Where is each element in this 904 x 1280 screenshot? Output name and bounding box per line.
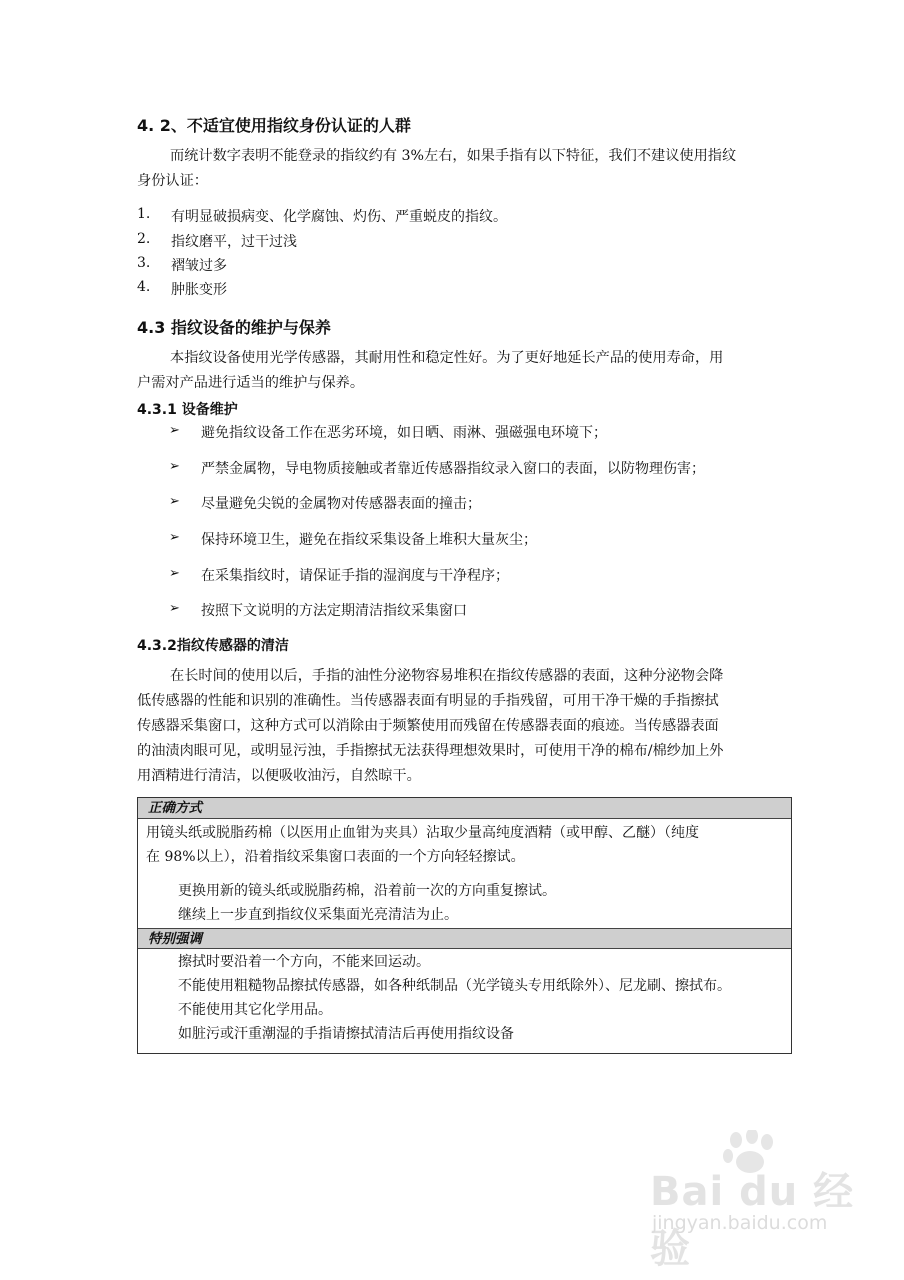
- correct-method-line: 继续上一步直到指纹仪采集面光亮清洁为止。: [178, 907, 458, 923]
- section-432-heading: 4.3.2指纹传感器的清洁: [137, 638, 289, 654]
- list-item-number: 4.: [137, 279, 151, 295]
- bullet-item: 严禁金属物，导电物质接触或者靠近传感器指纹录入窗口的表面，以防物理伤害；: [201, 461, 705, 477]
- bullet-item: 按照下文说明的方法定期清洁指纹采集窗口: [201, 603, 467, 619]
- correct-method-line: 在 98%以上），沿着指纹采集窗口表面的一个方向轻轻擦试。: [146, 849, 525, 865]
- correct-method-line: 用镜头纸或脱脂药棉（以医用止血钳为夹具）沾取少量高纯度酒精（或甲醇、乙醚）（纯度: [146, 825, 699, 841]
- paragraph-line: 在长时间的使用以后，手指的油性分泌物容易堆积在指纹传感器的表面，这种分泌物会降: [170, 668, 724, 684]
- emphasis-line: 不能使用其它化学用品。: [178, 1002, 332, 1018]
- bullet-arrow-icon: ➢: [169, 459, 180, 474]
- bullet-arrow-icon: ➢: [169, 530, 180, 545]
- list-item-text: 褶皱过多: [171, 258, 227, 274]
- list-item-number: 2.: [137, 231, 151, 247]
- list-item-number: 3.: [137, 255, 151, 271]
- bullet-item: 尽量避免尖锐的金属物对传感器表面的撞击；: [201, 496, 481, 512]
- section-42-intro-line1: 而统计数字表明不能登录的指纹约有 3%左右，如果手指有以下特征，我们不建议使用指纹: [170, 148, 737, 164]
- watermark-url: jingyan.baidu.com: [652, 1212, 828, 1234]
- baidu-jingyan-watermark: [650, 1130, 860, 1272]
- paragraph-line: 传感器采集窗口，这种方式可以消除由于频繁使用而残留在传感器表面的痕迹。当传感器表面: [137, 718, 719, 734]
- emphasis-line: 不能使用粗糙物品擦拭传感器，如各种纸制品（光学镜头专用纸除外）、尼龙刷、擦拭布。: [178, 978, 731, 994]
- correct-method-header: 正确方式: [138, 798, 791, 819]
- bullet-arrow-icon: ➢: [169, 601, 180, 616]
- paragraph-line: 的油渍肉眼可见，或明显污浊，手指擦拭无法获得理想效果时，可使用干净的棉布/棉纱加上外: [137, 743, 724, 759]
- emphasis-line: 如脏污或汗重潮湿的手指请擦拭清洁后再使用指纹设备: [178, 1026, 514, 1042]
- list-item-text: 指纹磨平，过干过浅: [171, 234, 297, 250]
- list-item-number: 1.: [137, 206, 151, 222]
- paragraph-line: 低传感器的性能和识别的准确性。当传感器表面有明显的手指残留，可用干净干燥的手指擦拭: [137, 693, 719, 709]
- bullet-item: 保持环境卫生，避免在指纹采集设备上堆积大量灰尘；: [201, 532, 537, 548]
- special-emphasis-header: 特别强调: [138, 928, 791, 949]
- bullet-arrow-icon: ➢: [169, 494, 180, 509]
- section-43-intro-line1: 本指纹设备使用光学传感器，其耐用性和稳定性好。为了更好地延长产品的使用寿命，用: [170, 350, 724, 366]
- correct-method-line: 更换用新的镜头纸或脱脂药棉，沿着前一次的方向重复擦试。: [178, 883, 556, 899]
- bullet-arrow-icon: ➢: [169, 423, 180, 438]
- bullet-item: 避免指纹设备工作在恶劣环境，如日晒、雨淋、强磁强电环境下；: [201, 425, 607, 441]
- bullet-item: 在采集指纹时，请保证手指的湿润度与干净程序；: [201, 568, 509, 584]
- bullet-arrow-icon: ➢: [169, 566, 180, 581]
- watermark-logo-text: Bai du 经验: [650, 1169, 855, 1272]
- section-43-heading: 4.3 指纹设备的维护与保养: [137, 318, 331, 337]
- section-42-heading: 4. 2、不适宜使用指纹身份认证的人群: [137, 116, 411, 135]
- list-item-text: 肿胀变形: [171, 282, 227, 298]
- section-43-intro-line2: 户需对产品进行适当的维护与保养。: [137, 375, 365, 391]
- cleaning-instructions-box: [137, 797, 792, 1054]
- list-item-text: 有明显破损病变、化学腐蚀、灼伤、严重蜕皮的指纹。: [171, 209, 507, 225]
- paragraph-line: 用酒精进行清洁，以便吸收油污，自然晾干。: [137, 768, 421, 784]
- section-42-intro-line2: 身份认证：: [137, 173, 208, 189]
- section-431-heading: 4.3.1 设备维护: [137, 402, 238, 418]
- emphasis-line: 擦拭时要沿着一个方向，不能来回运动。: [178, 954, 430, 970]
